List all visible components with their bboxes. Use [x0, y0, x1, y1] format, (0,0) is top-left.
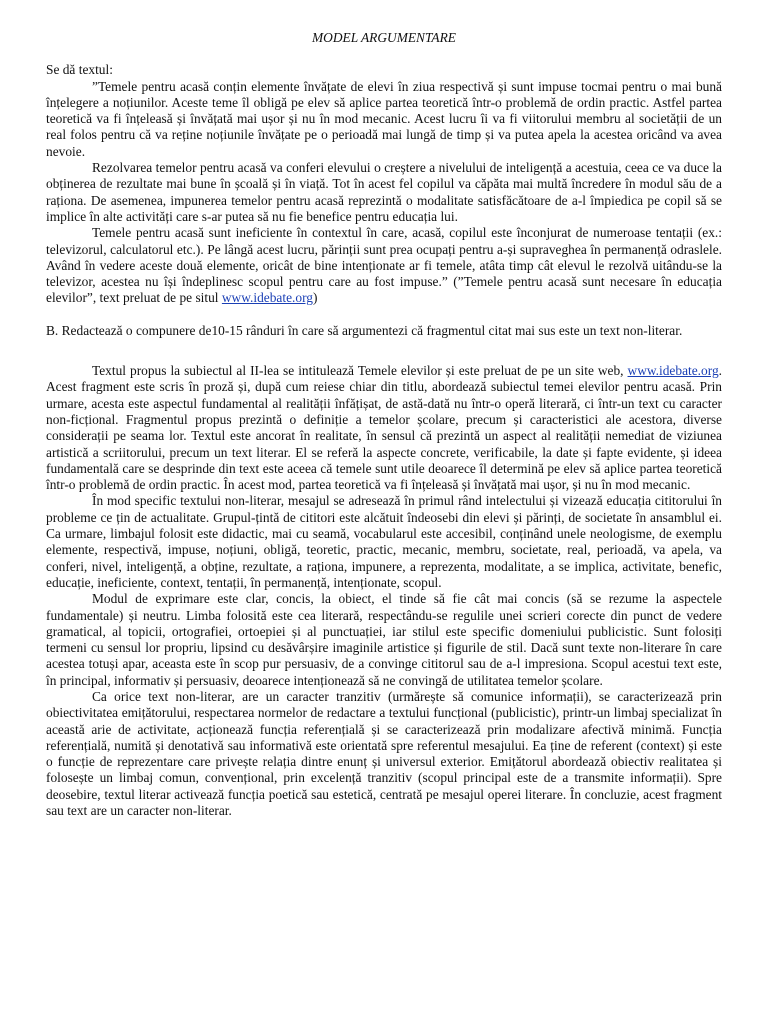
quote-paragraph-3 — [46, 225, 722, 306]
spacer — [46, 339, 722, 363]
idebate-link[interactable]: www.idebate.org — [627, 363, 719, 379]
intro-line: Se dă textul: — [46, 62, 113, 78]
quote-paragraph-2: Rezolvarea temelor pentru acasă va conferi elevului o creștere a nivelului de inteligență a acestuia, ceea ce va duce la obținerea de rezultate mai bune în școală și în viață. Tot în acest fel copilul va căpăta mai multă încredere în modul său de a raționa. De asemenea, impunerea temelor pentru acasă reprezintă o modalitate satisfăcătoare de a-l împiedica pe copil să se implice în alte activități care s-ar putea să nu fie benefice pentru educația lui. — [46, 160, 722, 224]
essay-paragraph-1 — [46, 363, 722, 493]
essay-paragraph-1-start: Textul propus la subiectul al II-lea se intitulează Temele elevilor și este preluat de pe un site web, — [92, 363, 628, 379]
spacer — [46, 307, 722, 323]
essay-paragraph-4: Ca orice text non-literar, are un caracter tranzitiv (urmărește să comunice informații), se caracterizează prin obiectivitatea emițătorului, respectarea normelor de redactare a textului funcțional (publicistic), printr-un limbaj specializat în această arie de activitate, acționează funcția referențială și se caracterizează prin modalizare afectivă minimă. Funcția referențială, numită și denotativă sau informativă este orientată spre referentul mesajului. Ea ține de referent (context) și este o funcție de reprezentare care privește relația dintre enunț și universul exterior. Emițătorul abordează obiectiv realitatea și folosește un limbaj comun, convențional, prin excelență tranzitiv (scopul principal este de a transmite informații). Spre deosebire, textul literar activează funcția poetică sau estetică, centrată pe mesajul operei literare. În concluzie, acest fragment sau text are un caracter non-literar. — [46, 688, 722, 819]
essay-paragraph-1-rest: . Acest fragment este scris în proză și, după cum reiese chiar din titlu, abordează subiectul temei elevilor pentru acasă. Prin urmare, acesta este aspectul fundamental al realității înfățișat, de astă-dată nu într-o operă literară, ci într-un text cu caracter non-ficțional. Fragmentul propus prezintă o definiție a temelor școlare, precum și caracteristici ale acestora, diverse considerații pe seama lor. Textul este ancorat în realitate, în sensul că prezintă un aspect al realității nemediat de viziunea artistică a scriitorului, precum un text literar. El se referă la aspecte concrete, verificabile, la date și fapte evidente, și ideea fundamentală care se desprinde din text este aceea că temele sunt utile deoarece îl determină pe elev să aplice partea teoretică într-o problemă de ordin practic. În acest mod, partea teoretică va fi înțeleasă și învățată mai ușor, și nu în mod mecanic. — [46, 363, 722, 493]
quote-paragraph-1: ”Temele pentru acasă conțin elemente învățate de elevi în ziua respectivă și sunt impuse tocmai pentru o mai bună înțelegere a noțiunilor. Aceste teme îl obligă pe elev să aplice partea teoretică într-o problemă de ordin practic. Astfel partea teoretică va fi înțeleasă și învățată mai ușor și nu în mod mecanic. Acest lucru îi va fi viitorului membru al societății de un real folos pentru că va reține noțiunile învățate pe o perioadă mai lungă de timp și va putea apela la acestea oricând va avea nevoie. — [46, 78, 722, 159]
quote-paragraph-3-end: ) — [313, 290, 318, 306]
idebate-link[interactable]: www.idebate.org — [221, 290, 313, 306]
task-statement: B. Redactează o compunere de10-15 rânduri în care să argumentezi că fragmentul citat mai sus este un text non-literar. — [46, 322, 683, 338]
document-title: MODEL ARGUMENTARE — [312, 30, 456, 45]
quote-paragraph-3-text: Temele pentru acasă sunt ineficiente în contextul în care, acasă, copilul este înconjurat de numeroase tentații (ex.: televizorul, calculatorul etc.). Pe lângă acest lucru, părinții sunt prea ocupați pentru a-și supraveghea în permanență odraslele. Având în vedere aceste două elemente, oricât de bine intenționate ar fi temele, atâta timp cât elevul le rezolvă uitându-se la televizor, acestea nu își îndeplinesc scopul pentru care au fost impuse.” (”Temele pentru acasă sunt necesare în educația elevilor”, text preluat de pe situl — [46, 225, 722, 306]
essay-paragraph-2: În mod specific textului non-literar, mesajul se adresează în primul rând intelectului și vizează educația cititorului în probleme ce țin de actualitate. Grupul-țintă de cititori este alcătuit îndeosebi din elevi și părinți, de societate în ansamblul ei. Ca urmare, limbajul folosit este didactic, mai cu seamă, vocabularul este accesibil, conținând unele neologisme, de exemplu elemente, respectivă, impuse, noțiuni, obligă, teoretic, practic, mecanic, membru, societate, real, perioadă, va apela, va conferi, nivel, inteligență, a obține, rezultate, a raționa, impunere, a reprezenta, modalitate, a se implica, activitate, benefic, educație, ineficiente, context, tentații, în permanență, intenționate, scopul. — [46, 493, 722, 590]
essay-paragraph-3: Modul de exprimare este clar, concis, la obiect, el tinde să fie cât mai concis (să se rezume la aspectele fundamentale) și neutru. Limba folosită este cea literară, respectându-se regulile unei scrieri corecte din punct de vedere gramatical, al topicii, ortografiei, ortoepiei și al punctuației, iar stilul este specific domeniului publicistic. Sunt folosiți termeni cu sensul lor propriu, lipsind cu desăvârșire imaginile artistice și figurile de stil. Dacă sunt texte non-literare în care acestea totuși apar, aceasta este în scop pur persuasiv, de a convinge cititorul sau de a-l impresiona. Scopul acestui text este, în principal, informativ și persuasiv, deoarece intenționează să ne convingă de utilitatea temelor școlare. — [46, 591, 722, 688]
